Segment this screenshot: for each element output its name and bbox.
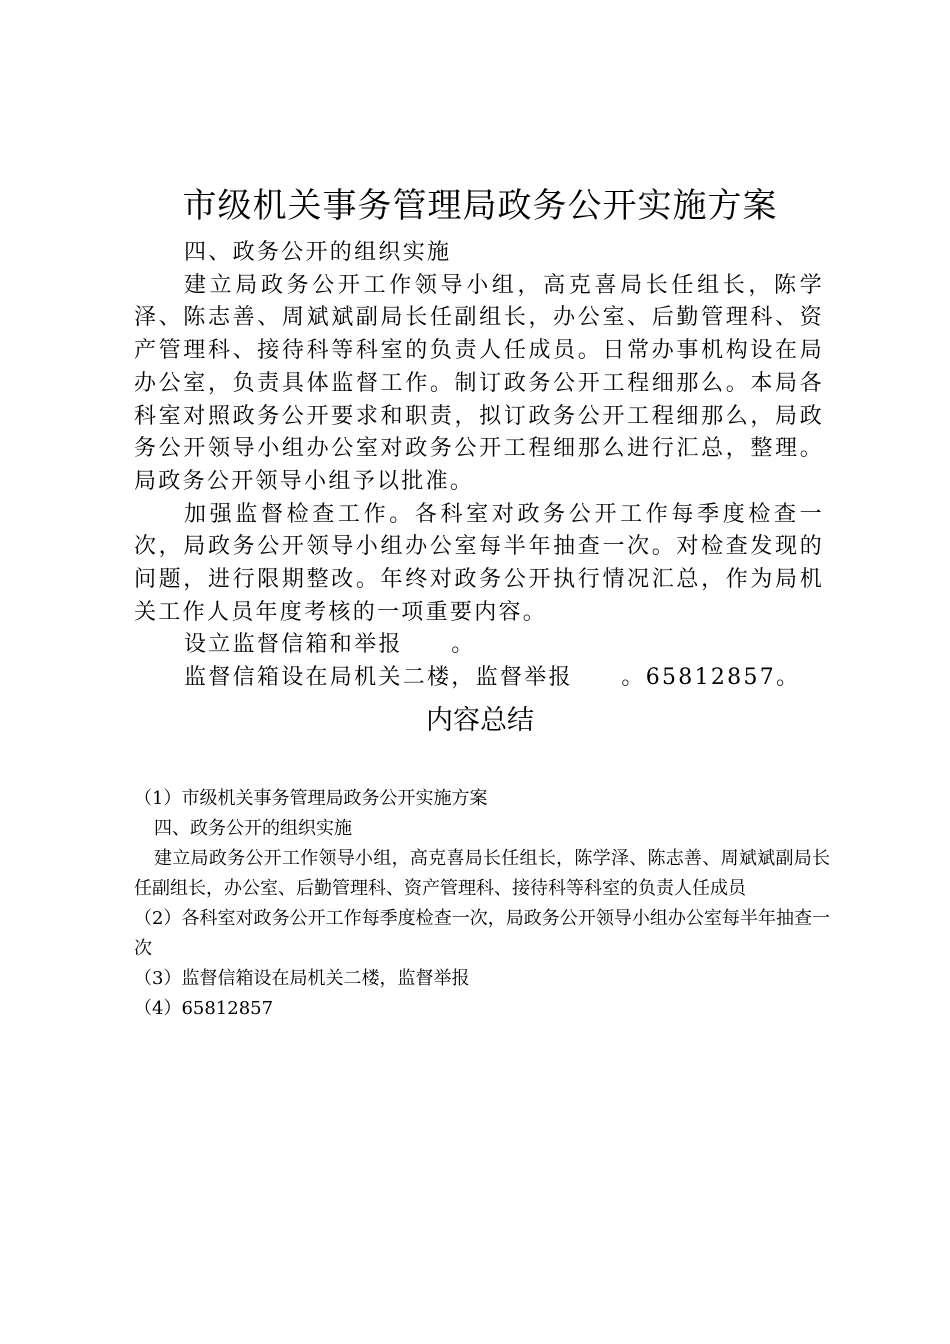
body-paragraph-4: 监督信箱设在局机关二楼，监督举报 。65812857。 <box>184 665 801 691</box>
body-paragraph-1: 建立局政务公开工作领导小组，高克喜局长任组长，陈学泽、陈志善、周斌斌副局长任副组长，办公室、后勤管理科、资产管理科、接待科等科室的负责人任成员。日常办事机构设在局办公室，负责具体监督工作。制订政务公开工程细那么。本局各科室对照政务公开要求和职责，拟订政务公开工程细那么，局政务公开领导小组办公室对政务公开工程细那么进行汇总，整理。局政务公开领导小组予以批准。 <box>134 272 824 494</box>
summary-heading: 内容总结 <box>426 705 534 736</box>
summary-item-2: （2）各科室对政务公开工作每季度检查一次，局政务公开领导小组办公室每半年抽查一次 <box>134 908 830 959</box>
body-paragraph-3: 设立监督信箱和举报 。 <box>184 632 476 658</box>
summary-item-1-subheading: 四、政务公开的组织实施 <box>154 818 352 839</box>
summary-item-3: （3）监督信箱设在局机关二楼，监督举报 <box>134 968 470 989</box>
section-four-heading: 四、政务公开的组织实施 <box>184 240 452 265</box>
document-title: 市级机关事务管理局政务公开实施方案 <box>182 186 778 226</box>
body-paragraph-2: 加强监督检查工作。各科室对政务公开工作每季度检查一次，局政务公开领导小组办公室每半年抽查一次。对检查发现的问题，进行限期整改。年终对政务公开执行情况汇总，作为局机关工作人员年度考核的一项重要内容。 <box>134 501 824 625</box>
summary-item-1-body: 建立局政务公开工作领导小组，高克喜局长任组长，陈学泽、陈志善、周斌斌副局长任副组长，办公室、后勤管理科、资产管理科、接待科等科室的负责人任成员 <box>134 848 830 899</box>
summary-item-4: （4）65812857 <box>134 998 274 1019</box>
summary-list <box>134 784 830 1024</box>
summary-item-1-title: （1）市级机关事务管理局政务公开实施方案 <box>134 788 488 809</box>
document-body <box>134 237 824 695</box>
